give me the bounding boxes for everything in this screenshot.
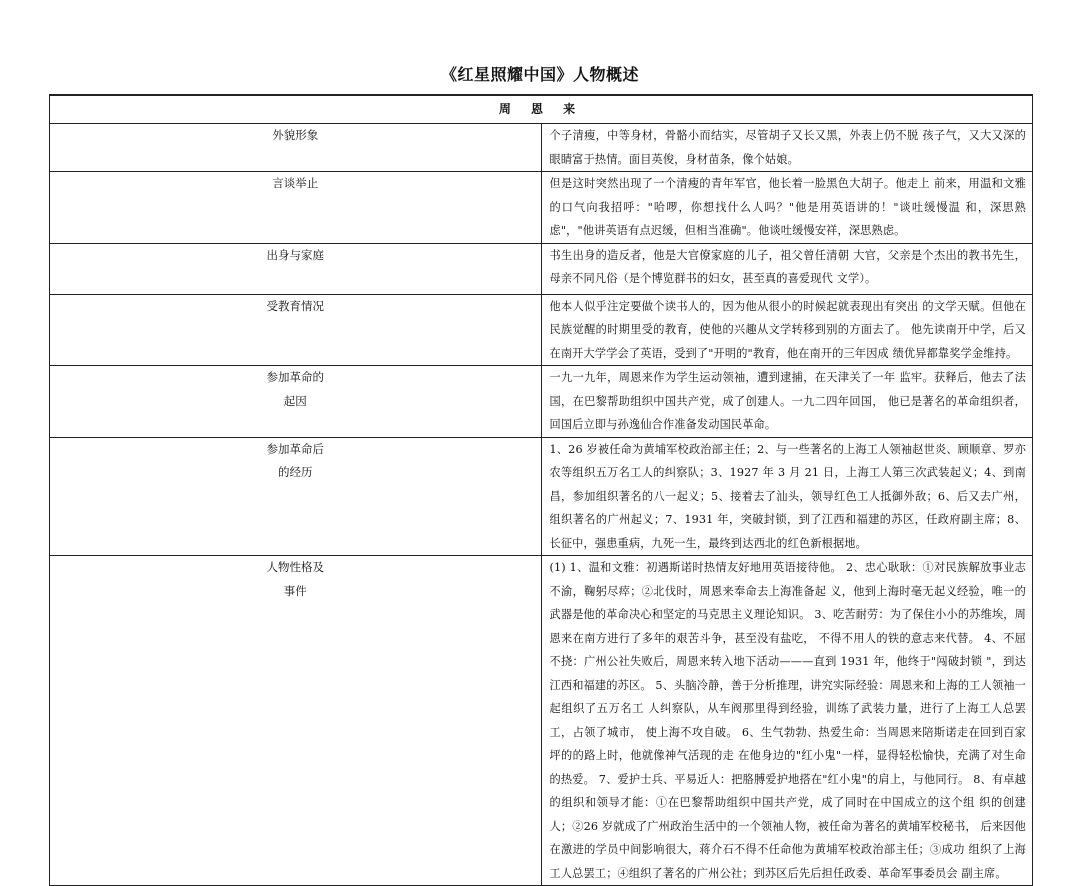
person-name-row	[50, 95, 1033, 124]
row-content: 1、26 岁被任命为黄埔军校政治部主任；2、与一些著名的上海工人领袖赵世炎、顾顺章、罗亦农等组织五万名工人的纠察队；3、1927 年 3 月 21 日，上海工人第三次武装起义；4、到南昌，参加组织著名的八一起义；5、接着去了汕头，领导红色工人抵御外敌；6、后又去广州，组织著名的广州起义；7、1931 年，突破封锁，到了江西和福建的苏区，任政府副主席；8、长征中，强患重病，九死一生，最终到达西北的红色新根据地。	[541, 437, 1033, 556]
profile-row-revolution-cause	[50, 366, 1033, 438]
document-title: 《红星照耀中国》人物概述	[440, 65, 639, 84]
row-label-line: 人物性格及	[266, 560, 324, 574]
row-label-line: 事件	[283, 583, 307, 598]
row-content: 书生出身的造反者，他是大官僚家庭的儿子，祖父曾任清朝 大官，父亲是个杰出的教书先生，母亲不同凡俗（是个博览群书的妇女，甚至真的喜爱现代 文学）。	[541, 243, 1033, 294]
row-label-line: 参加革命的	[266, 370, 324, 384]
row-content: 但是这时突然出现了一个清瘦的青年军官，他长着一脸黑色大胡子。他走上 前来，用温和文雅的口气向我招呼："哈啰，你想找什么人吗？"他是用英语讲的！"谈吐缓慢温 和，深思熟虑"，"他讲英语有点迟缓，但相当准确"。他谈吐缓慢安祥，深思熟虑。	[541, 172, 1033, 244]
row-label-line: 起因	[283, 393, 307, 408]
row-label: 言谈举止	[50, 172, 542, 244]
profile-row-revolution-experience	[50, 437, 1033, 556]
profile-row-manner	[50, 172, 1033, 244]
person-profile-table	[49, 94, 1033, 886]
row-content: (1) 1、温和文雅：初遇斯诺时热情友好地用英语接待他。 2、忠心耿耿：①对民族解放事业志不渝，鞠躬尽瘁；②北伐时，周恩来奉命去上海准备起 义，他到上海时毫无起义经验，唯一的武器是他的革命决心和坚定的马克思主义理论知识。 3、吃苦耐劳：为了保住小小的苏维埃，周恩来在南方进行了多年的艰苦斗争，甚至没有盐吃， 不得不用人的铁的意志来代替。 4、不屈不挠：广州公社失败后，周恩来转入地下活动———直到 1931 年，他终于"闯破封锁 "，到达江西和福建的苏区。 5、头脑冷静，善于分析推理，讲究实际经验：周恩来和上海的工人领袖一起组织了五万名工 人纠察队，从车阀那里得到经验，训练了武装力量，进行了上海工人总罢工，占领了城市， 使上海不攻自破。 6、生气勃勃、热爱生命：当周恩来陪斯诺走在回到百家坪的的路上时，他就像神气活现的走 在他身边的"红小鬼"一样，显得轻松愉快，充满了对生命的热爱。 7、爱护士兵、平易近人：把胳膊爱护地搭在"红小鬼"的肩上，与他同行。 8、有卓越的组织和领导才能：①在巴黎帮助组织中国共产党，成了同时在中国成立的这个组 织的创建人；②26 岁就成了广州政治生活中的一个领袖人物，被任命为著名的黄埔军校秘书， 后来因他在激进的学员中间影响很大，蒋介石不得不任命他为黄埔军校政治部主任；③成功 组织了上海工人总罢工；④组织了著名的广州公社；到苏区后先后担任政委、革命军事委员会 副主席。	[541, 556, 1033, 886]
row-content: 一九一九年，周恩来作为学生运动领袖，遭到逮捕，在天津关了一年 监牢。获释后，他去了法国，在巴黎帮助组织中国共产党，成了创建人。一九二四年回国， 他已是著名的革命组织者，回国后立即与孙逸仙合作准备发动国民革命。	[541, 366, 1033, 438]
row-label	[50, 437, 542, 556]
row-content: 他本人似乎注定要做个读书人的，因为他从很小的时候起就表现出有突出 的文学天赋。但他在民族觉醒的时期里受的教育，使他的兴趣从文学转移到别的方面去了。 他先读南开中学，后又在南开大学学会了英语，受到了"开明的"教育，他在南开的三年因成 绩优异都靠奖学金维持。	[541, 294, 1033, 366]
profile-row-education	[50, 294, 1033, 366]
row-label: 外貌形象	[50, 124, 542, 172]
row-label: 出身与家庭	[50, 243, 542, 294]
row-label	[50, 366, 542, 438]
profile-row-appearance	[50, 124, 1033, 172]
row-content: 个子清瘦，中等身材，骨骼小而结实，尽管胡子又长又黑，外表上仍不脱 孩子气，又大又深的眼睛富于热情。面目英俊，身材苗条，像个姑娘。	[541, 124, 1033, 172]
person-name: 周 恩 来	[50, 95, 1033, 124]
row-label-line: 的经历	[278, 465, 313, 479]
row-label	[50, 556, 542, 886]
profile-row-family	[50, 243, 1033, 294]
profile-row-character-events	[50, 556, 1033, 886]
row-label-line: 参加革命后	[266, 441, 324, 456]
row-label: 受教育情况	[50, 294, 542, 366]
